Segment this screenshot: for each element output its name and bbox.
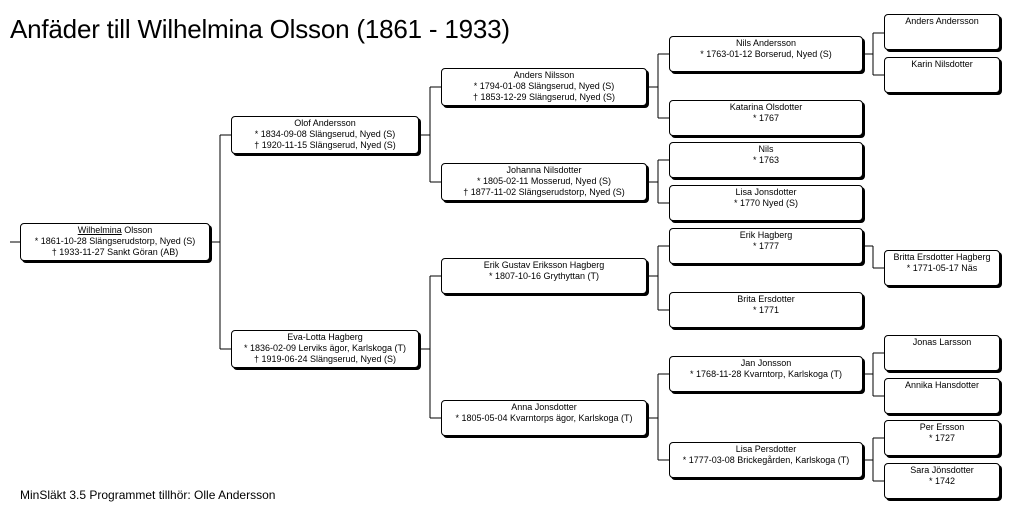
birth-info: * 1727 [928,433,956,443]
person-name: Lisa Persdotter [735,444,797,454]
death-info: † 1877-11-02 Slängserudstorp, Nyed (S) [463,187,625,197]
person-box-lisa-jonsdotter[interactable] [669,185,863,221]
birth-info: * 1777 [752,241,780,251]
birth-info: * 1836-02-09 Lerviks ägor, Karlskoga (T) [243,343,407,353]
first-name: Wilhelmina [77,225,122,235]
birth-info: * 1834-09-08 Slängserud, Nyed (S) [254,129,396,139]
person-box-jan-jonsson[interactable] [669,356,863,392]
person-name: Britta Ersdotter Hagberg [893,252,991,262]
person-name: Nils [758,144,774,154]
person-name: Katarina Olsdotter [729,102,803,112]
person-name: Anna Jonsdotter [511,402,577,412]
person-box-olof-andersson[interactable] [231,116,419,154]
birth-info: * 1742 [928,476,956,486]
person-box-nils-andersson[interactable] [669,36,863,72]
person-name: Per Ersson [919,422,965,432]
page-title: Anfäder till Wilhelmina Olsson (1861 - 1933) [10,14,510,44]
person-name: Johanna Nilsdotter [506,165,582,175]
person-box-anders-nilsson[interactable] [441,68,647,106]
person-box-jonas-larsson[interactable] [884,335,1000,371]
person-box-wilhelmina-olsson[interactable] [20,223,210,261]
birth-info: * 1805-02-11 Mosserud, Nyed (S) [477,176,611,186]
death-info: † 1853-12-29 Slängserud, Nyed (S) [472,92,616,102]
person-name: Karin Nilsdotter [911,59,973,69]
last-name: Olsson [121,225,153,235]
footer-text: MinSläkt 3.5 Programmet tillhör: Olle Andersson [20,488,276,502]
death-info: † 1919-06-24 Slängserud, Nyed (S) [253,354,397,364]
person-box-anna-jonsdotter[interactable] [441,400,647,436]
person-name: Nils Andersson [735,38,797,48]
birth-info: * 1770 Nyed (S) [733,198,799,208]
person-box-erik-hagberg[interactable] [669,228,863,264]
person-name: Jan Jonsson [740,358,792,368]
birth-info: * 1763 [752,155,780,165]
death-info: † 1933-11-27 Sankt Göran (AB) [51,247,179,257]
person-box-sara-jonsdotter[interactable] [884,463,1000,499]
person-name: Sara Jönsdotter [910,465,974,475]
person-name: Anders Nilsson [513,70,575,80]
birth-info: * 1771-05-17 Näs [906,263,978,273]
person-name: Brita Ersdotter [737,294,795,304]
person-box-annika-hansdotter[interactable] [884,378,1000,414]
person-name: Erik Hagberg [739,230,793,240]
person-name: Eva-Lotta Hagberg [287,332,363,342]
birth-info: * 1767 [752,113,780,123]
birth-info: * 1771 [752,305,780,315]
person-box-karin-nilsdotter[interactable] [884,57,1000,93]
person-name: Anders Andersson [905,16,979,26]
person-box-erik-gustav-eriksson-hagberg[interactable] [441,258,647,294]
person-box-lisa-persdotter[interactable] [669,442,863,478]
person-name: Lisa Jonsdotter [735,187,797,197]
birth-info: * 1794-01-08 Slängserud, Nyed (S) [473,81,615,91]
person-name [21,225,209,236]
death-info: † 1920-11-15 Slängserud, Nyed (S) [254,140,396,150]
person-box-per-ersson[interactable] [884,420,1000,456]
person-box-johanna-nilsdotter[interactable] [441,163,647,201]
birth-info: * 1768-11-28 Kvarntorp, Karlskoga (T) [690,369,842,379]
birth-info: * 1807-10-16 Grythyttan (T) [488,271,600,281]
birth-info: * 1805-05-04 Kvarntorps ägor, Karlskoga (T) [455,413,633,423]
person-name: Erik Gustav Eriksson Hagberg [483,260,605,270]
birth-info: * 1777-03-08 Brickegården, Karlskoga (T) [682,455,850,465]
person-box-eva-lotta-hagberg[interactable] [231,330,419,368]
person-name: Jonas Larsson [912,337,972,347]
person-box-anders-andersson[interactable] [884,14,1000,50]
birth-info: * 1763-01-12 Borserud, Nyed (S) [700,49,832,59]
person-name: Annika Hansdotter [904,380,980,390]
person-name: Olof Andersson [294,118,356,128]
person-box-katarina-olsdotter[interactable] [669,100,863,136]
person-box-brita-ersdotter[interactable] [669,292,863,328]
birth-info: * 1861-10-28 Slängserudstorp, Nyed (S) [34,236,196,246]
person-box-britta-ersdotter-hagberg[interactable] [884,250,1000,286]
person-box-nils[interactable] [669,142,863,178]
